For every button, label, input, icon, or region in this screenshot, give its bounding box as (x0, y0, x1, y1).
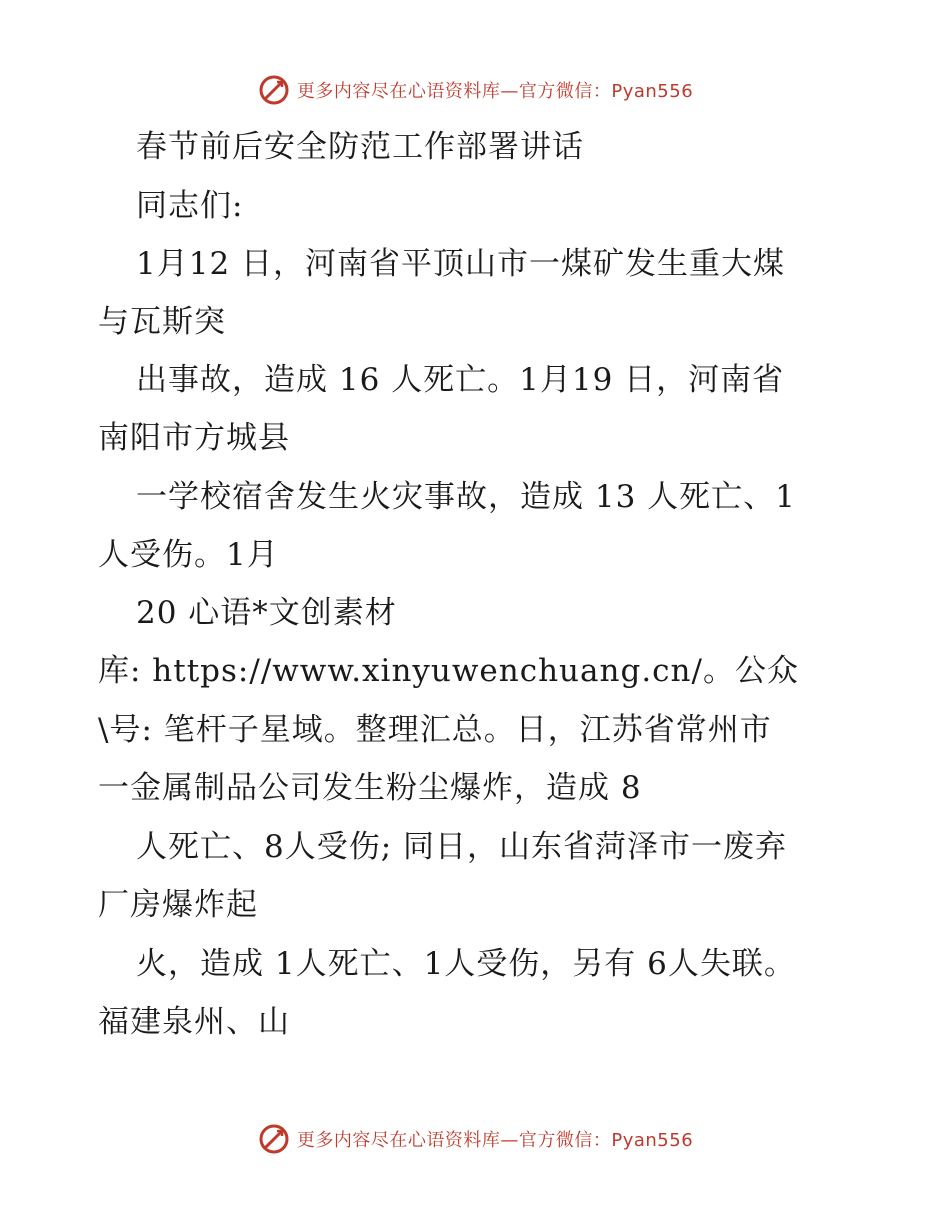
text-line: 与瓦斯突 (98, 304, 226, 340)
footer-watermark (0, 1121, 950, 1157)
document-title: 春节前后安全防范工作部署讲话 (136, 129, 584, 165)
text-line: 福建泉州、山 (98, 1004, 290, 1040)
watermark-text: 更多内容尽在心语资料库—官方微信：Pyan556 (296, 1130, 694, 1151)
text-line: 一金属制品公司发生粉尘爆炸，造成 8 (98, 770, 642, 806)
text-line: 火，造成 1人死亡、1人受伤，另有 6人失联。 (136, 946, 796, 982)
watermark-text: 更多内容尽在心语资料库—官方微信：Pyan556 (296, 81, 694, 102)
text-line: 出事故，造成 16 人死亡。1月19 日，河南省 (136, 362, 785, 398)
text-line: \号: 笔杆子星域。整理汇总。日，江苏省常州市 (98, 712, 772, 748)
text-line: 一学校宿舍发生火灾事故，造成 13 人死亡、1 (136, 479, 796, 515)
text-line: 南阳市方城县 (98, 420, 290, 456)
salutation: 同志们: (136, 188, 244, 224)
text-line: 20 心语*文创素材 (136, 595, 397, 631)
text-line: 库: https://www.xinyuwenchuang.cn/。公众 (98, 653, 799, 689)
pen-logo-icon (257, 1122, 291, 1156)
header-watermark (0, 72, 950, 108)
text-line: 1月12 日，河南省平顶山市一煤矿发生重大煤 (136, 246, 786, 282)
text-line: 厂房爆炸起 (98, 887, 258, 923)
text-line: 人受伤。1月 (98, 537, 279, 573)
text-line: 人死亡、8人受伤; 同日，山东省菏泽市一废弃 (136, 829, 788, 865)
pen-logo-icon (257, 73, 291, 107)
